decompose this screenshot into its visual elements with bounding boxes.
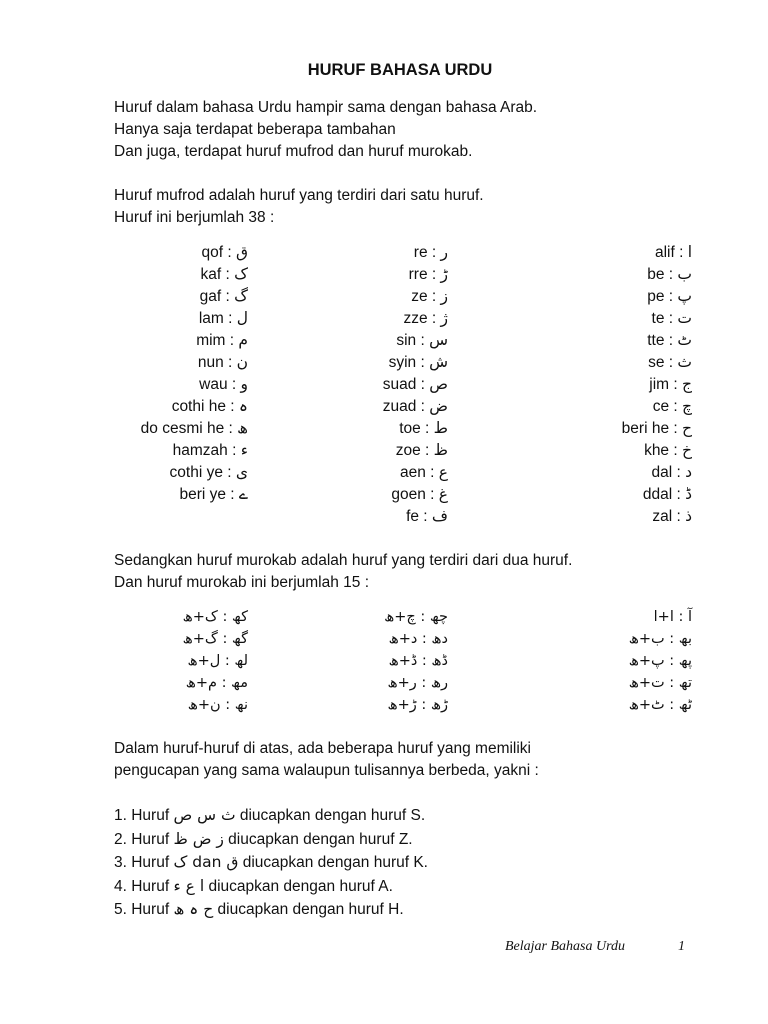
mufrod-letter: alif : ا (654, 244, 692, 261)
murokab-intro (114, 550, 572, 594)
mufrod-column-left (110, 242, 248, 506)
mufrod-intro-line: Huruf ini berjumlah 38 : (114, 209, 275, 226)
pronunciation-arabic: ز ض ظ (173, 829, 224, 848)
mufrod-letter: wau : و (199, 376, 248, 393)
mufrod-intro (114, 185, 484, 229)
mufrod-column-middle (300, 242, 448, 528)
mufrod-letter: te : ت (651, 310, 692, 327)
mufrod-letter: syin : ش (388, 354, 448, 371)
pronunciation-intro (114, 738, 539, 782)
pronunciation-prefix: 2. Huruf (114, 830, 174, 848)
pronunciation-item (114, 875, 428, 899)
mufrod-letter: do cesmi he : ھ (140, 420, 248, 437)
mufrod-letter: mim : م (196, 332, 248, 349)
pronunciation-list (114, 804, 428, 922)
mufrod-letter: qof : ق (201, 244, 248, 261)
mufrod-letter: be : ب (647, 266, 692, 283)
pronunciation-arabic: ا ع ء (173, 876, 205, 895)
footer-title: Belajar Bahasa Urdu (505, 939, 626, 954)
mufrod-letter: hamzah : ء (172, 442, 248, 459)
intro-paragraph (114, 97, 537, 163)
pronunciation-suffix: diucapkan dengan huruf S. (235, 807, 426, 824)
mufrod-letter: zoe : ظ (395, 442, 448, 459)
murokab-letter: ڑھ : ڑ+ھ (387, 697, 448, 713)
mufrod-letter: ce : چ (652, 398, 692, 415)
murokab-letter: تھ : ت+ھ (628, 675, 692, 691)
mufrod-letter: khe : خ (644, 442, 692, 459)
murokab-letter: پھ : پ+ھ (628, 653, 692, 669)
mufrod-letter: lam : ل (198, 310, 248, 327)
mufrod-letter: beri ye : ے (179, 486, 248, 503)
mufrod-letter: ddal : ڈ (642, 486, 692, 503)
mufrod-letter: se : ث (648, 354, 692, 371)
pronunciation-suffix: diucapkan dengan huruf Z. (223, 830, 413, 848)
pronunciation-prefix: 1. Huruf (114, 807, 174, 824)
murokab-intro-line: Sedangkan huruf murokab adalah huruf yang terdiri dari dua huruf. (114, 552, 573, 569)
murokab-letter: بھ : ب+ھ (628, 631, 692, 647)
intro-line: Dan juga, terdapat huruf mufrod dan huruf murokab. (114, 143, 473, 160)
page-number: 1 (678, 939, 685, 954)
pronunciation-prefix: 5. Huruf (114, 901, 174, 918)
murokab-letter: آ : ا+ا (653, 609, 692, 625)
mufrod-letter: zuad : ض (382, 398, 448, 415)
mufrod-intro-line: Huruf mufrod adalah huruf yang terdiri dari satu huruf. (114, 187, 484, 204)
page-title: HURUF BAHASA URDU (307, 61, 493, 79)
mufrod-letter: gaf : گ (199, 288, 248, 305)
mufrod-letter: cothi ye : ی (169, 464, 248, 481)
mufrod-letter: re : ر (413, 244, 448, 261)
murokab-letter: ٹھ : ٹ+ھ (628, 697, 692, 713)
pronunciation-prefix: 4. Huruf (114, 877, 174, 895)
murokab-column-right (570, 606, 692, 716)
mufrod-column-right (540, 242, 692, 528)
murokab-letter: گھ : گ+ھ (182, 631, 248, 647)
mufrod-letter: tte : ٹ (647, 332, 692, 349)
mufrod-letter: toe : ط (399, 420, 448, 437)
pronunciation-arabic: ق dan ک (173, 853, 239, 871)
murokab-letter: رھ : ر+ھ (387, 675, 448, 691)
murokab-letter: نھ : ن+ھ (187, 697, 248, 713)
pronunciation-arabic: ث س ص (173, 806, 236, 824)
mufrod-letter: fe : ف (406, 508, 448, 525)
intro-line: Huruf dalam bahasa Urdu hampir sama dengan bahasa Arab. (114, 99, 538, 116)
murokab-intro-line: Dan huruf murokab ini berjumlah 15 : (114, 574, 370, 591)
intro-line: Hanya saja terdapat beberapa tambahan (114, 121, 396, 138)
pronunciation-item (114, 898, 428, 922)
murokab-letter: لھ : ل+ھ (187, 653, 248, 669)
mufrod-letter: suad : ص (382, 376, 448, 393)
pronunciation-arabic: ح ہ ھ (173, 900, 214, 918)
pronunciation-prefix: 3. Huruf (114, 854, 174, 871)
pronunciation-suffix: diucapkan dengan huruf A. (204, 877, 393, 895)
murokab-letter: دھ : د+ھ (388, 631, 448, 647)
mufrod-letter: pe : پ (647, 288, 692, 305)
murokab-letter: مھ : م+ھ (185, 675, 248, 691)
mufrod-letter: rre : ڑ (408, 266, 448, 283)
pronunciation-intro-line: Dalam huruf-huruf di atas, ada beberapa huruf yang memiliki (114, 740, 532, 757)
murokab-column-left (140, 606, 248, 716)
pronunciation-suffix: diucapkan dengan huruf H. (213, 901, 404, 918)
pronunciation-intro-line: pengucapan yang sama walaupun tulisannya berbeda, yakni : (114, 762, 539, 779)
murokab-column-middle (340, 606, 448, 716)
murokab-letter: کھ : ک+ھ (182, 609, 248, 625)
mufrod-letter: nun : ن (197, 354, 248, 371)
murokab-letter: ڈھ : ڈ+ھ (388, 653, 448, 669)
mufrod-letter: dal : د (651, 464, 692, 481)
mufrod-letter: cothi he : ہ (171, 398, 248, 415)
mufrod-letter: goen : غ (391, 486, 448, 503)
pronunciation-item (114, 828, 428, 852)
pronunciation-item (114, 804, 428, 828)
mufrod-letter: kaf : ک (200, 266, 248, 283)
mufrod-letter: zze : ژ (403, 310, 448, 327)
pronunciation-suffix: diucapkan dengan huruf K. (238, 854, 428, 871)
mufrod-letter: aen : ع (399, 464, 448, 481)
mufrod-letter: zal : ذ (652, 508, 692, 525)
mufrod-letter: beri he : ح (621, 420, 692, 437)
pronunciation-item (114, 851, 428, 875)
murokab-letter: چھ : چ+ھ (384, 609, 448, 625)
mufrod-letter: jim : ج (649, 376, 692, 393)
mufrod-letter: sin : س (396, 332, 448, 349)
mufrod-letter: ze : ز (411, 288, 448, 305)
